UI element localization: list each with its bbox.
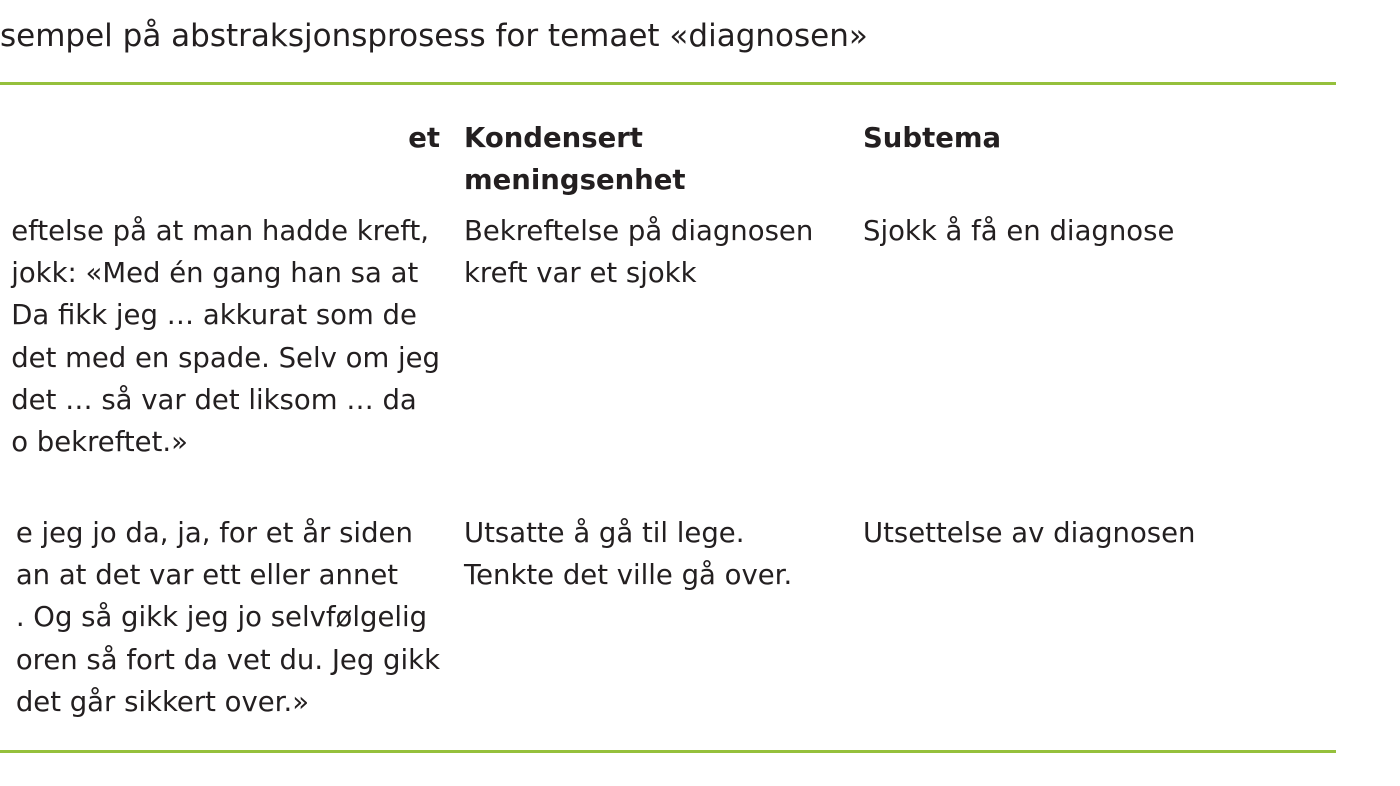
- row-2-col-2-line: Tenkte det ville gå over.: [464, 559, 793, 592]
- row-1-col-2-line: kreft var et sjokk: [464, 257, 697, 290]
- row-1-col-1-line: det med en spade. Selv om jeg: [11, 341, 440, 374]
- column-1-header: [408, 117, 440, 159]
- column-2-header-line: Kondensert: [464, 122, 643, 154]
- column-3-header: [863, 117, 1303, 159]
- row-1-col-1-line: jokk: «Med én gang han sa at: [11, 257, 419, 290]
- column-3-header-line: Subtema: [863, 122, 1002, 154]
- row-2-col-1-line: an at det var ett eller annet: [15, 559, 399, 592]
- row-1-col-1-line: det … så var det liksom … da: [11, 383, 417, 416]
- column-2-header-line: meningsenhet: [464, 164, 686, 197]
- row-1-col-3-line: Sjokk å få en diagnose: [863, 215, 1175, 247]
- row-1-col-1-line: Da fikk jeg … akkurat som de: [11, 299, 417, 332]
- row-1-col-1: [11, 210, 440, 463]
- row-1-col-2-line: Bekreftelse på diagnosen: [464, 215, 814, 247]
- row-2-col-1-line: e jeg jo da, ja, for et år siden: [15, 517, 413, 549]
- row-2-col-1-line: . Og så gikk jeg jo selvfølgelig: [15, 601, 428, 634]
- row-1-col-3: [863, 210, 1303, 252]
- top-divider: [0, 82, 1336, 85]
- row-1-col-1-line: eftelse på at man hadde kreft,: [11, 215, 430, 247]
- row-2-col-1-line: det går sikkert over.»: [15, 685, 310, 718]
- row-2-col-2: [464, 512, 844, 596]
- column-1-clip: [0, 100, 440, 740]
- row-2-col-1: [16, 512, 440, 723]
- row-2-col-2-line: Utsatte å gå til lege.: [464, 517, 745, 549]
- row-2-col-3: [863, 512, 1303, 554]
- row-1-col-1-line: o bekreftet.»: [11, 426, 188, 459]
- row-2-col-3-line: Utsettelse av diagnosen: [863, 517, 1196, 549]
- bottom-divider: [0, 750, 1336, 753]
- page-title: sempel på abstraksjonsprosess for temaet «diagnosen»: [0, 18, 868, 54]
- column-1-header-line: et: [408, 122, 440, 154]
- column-2-header: [464, 117, 844, 201]
- row-1-col-2: [464, 210, 844, 294]
- row-2-col-1-line: oren så fort da vet du. Jeg gikk: [15, 643, 440, 676]
